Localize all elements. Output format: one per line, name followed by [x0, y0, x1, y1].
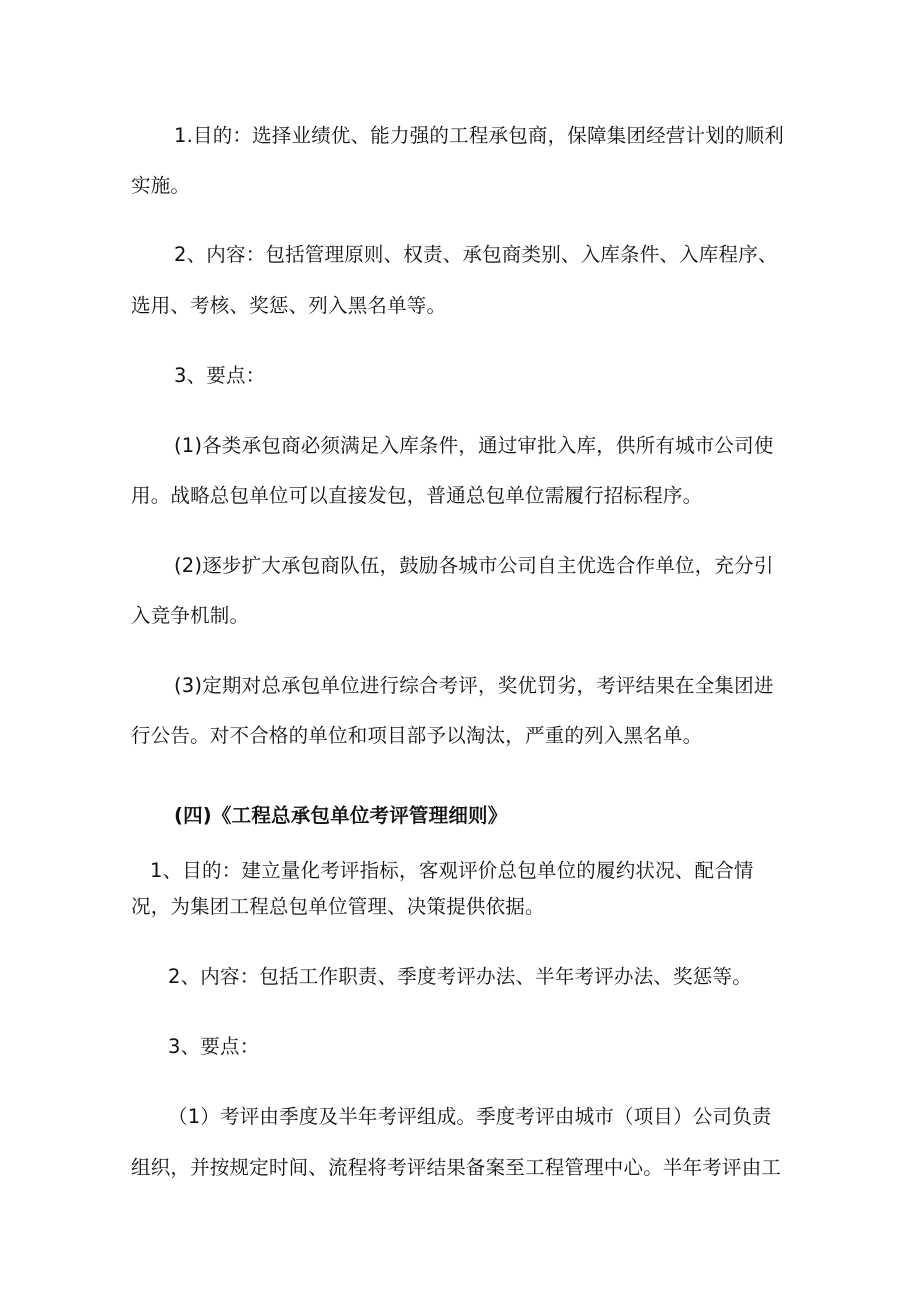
p4-line1: (1)各类承包商必须满足入库条件，通过审批入库，供所有城市公司使: [174, 434, 774, 457]
p1-line2: 实施。: [131, 174, 191, 197]
p5-line1: (2)逐步扩大承包商队伍，鼓励各城市公司自主优选合作单位，充分引: [174, 554, 774, 577]
p6-line1: (3)定期对总承包单位进行综合考评，奖优罚劣，考评结果在全集团进: [174, 674, 774, 697]
p9-line1: 3、要点：: [168, 1035, 260, 1058]
p4-line2: 用。战略总包单位可以直接发包，普通总包单位需履行招标程序。: [131, 484, 703, 507]
p5-line2: 入竞争机制。: [131, 604, 250, 627]
p7-line2: 况，为集团工程总包单位管理、决策提供依据。: [131, 895, 545, 918]
p10-line2: 组织，并按规定时间、流程将考评结果备案至工程管理中心。半年考评由工: [131, 1156, 782, 1179]
p2-line1: 2、内容：包括管理原则、权责、承包商类别、入库条件、入库程序、: [174, 243, 778, 266]
p3-line1: 3、要点：: [174, 364, 266, 387]
p2-line2: 选用、考核、奖惩、列入黑名单等。: [131, 294, 447, 317]
p7-line1: 1、目的：建立量化考评指标，客观评价总包单位的履约状况、配合情: [150, 859, 754, 882]
p6-line2: 行公告。对不合格的单位和项目部予以淘汰，严重的列入黑名单。: [131, 724, 703, 747]
p10-line1: （1）考评由季度及半年考评组成。季度考评由城市（项目）公司负责: [168, 1105, 772, 1128]
p8-line1: 2、内容：包括工作职责、季度考评办法、半年考评办法、奖惩等。: [168, 965, 752, 988]
section-heading: (四)《工程总承包单位考评管理细则》: [174, 804, 508, 827]
p1-line1: 1.目的：选择业绩优、能力强的工程承包商，保障集团经营计划的顺利: [174, 124, 785, 147]
